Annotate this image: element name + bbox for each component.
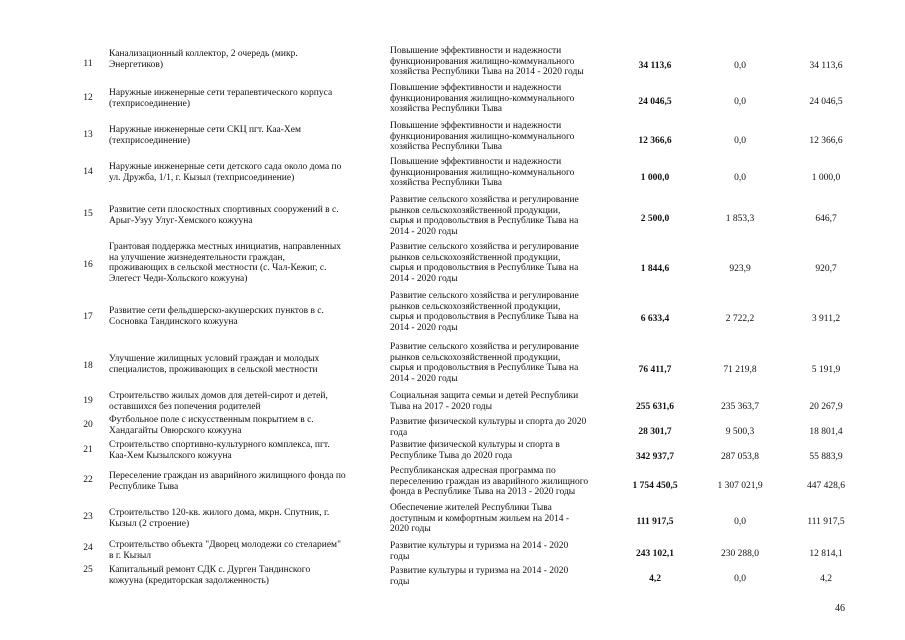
object-name: Строительство объекта "Дворец молодежи со стеларием" в г. Кызыл: [109, 540, 341, 561]
program-name: Развитие сельского хозяйства и регулирование рынков сельскохозяйственной продукции, сырья и продовольствия в Республике Тыва на 2014 - 2020 годы: [390, 195, 579, 237]
amount-2: 18 801,4: [809, 427, 843, 437]
object-name: Футбольное поле с искусственным покрытием в с. Хандагайты Овюрского кожууна: [109, 415, 314, 436]
object-name: Строительство спортивно-культурного комплекса, пгт. Каа-Хем Кызылского кожууна: [109, 440, 330, 461]
object-name: Развитие сети плоскостных спортивных сооружений в с. Арыг-Узуу Улуг-Хемского кожууна: [109, 205, 339, 226]
amount-2: 4,2: [820, 574, 832, 584]
program-name: Развитие культуры и туризма на 2014 - 2020 годы: [390, 541, 569, 562]
total-amount: 1 844,6: [640, 264, 670, 274]
object-name: Строительство 120-кв. жилого дома, мкрн. Спутник, г. Кызыл (2 строение): [109, 508, 330, 529]
row-number: 25: [83, 565, 93, 575]
total-amount: 76 411,7: [638, 365, 672, 375]
program-name: Развитие физической культуры и спорта до 2020 года: [390, 417, 587, 438]
row-number: 11: [83, 59, 93, 69]
amount-1: 230 288,0: [721, 549, 759, 559]
object-name: Капитальный ремонт СДК с. Дурген Тандинского кожууна (кредиторская задолженность): [109, 565, 311, 586]
amount-1: 0,0: [734, 97, 746, 107]
row-number: 22: [83, 475, 93, 485]
object-name: Наружные инженерные сети СКЦ пгт. Каа-Хем (техприсоединение): [109, 125, 302, 146]
amount-2: 12 814,1: [809, 549, 843, 559]
object-name: Грантовая поддержка местных инициатив, направленных на улучшение жизнедеятельности граждан, проживающих в сельской местности (с. Чал-Кежиг, с. Элегест Чеди-Хольского кожууна): [109, 242, 341, 284]
amount-1: 9 500,3: [725, 427, 755, 437]
row-number: 13: [83, 130, 93, 140]
amount-1: 0,0: [734, 136, 746, 146]
program-name: Повышение эффективности и надежности функционирования жилищно-коммунального хозяйства Республики Тыва на 2014 - 2020 годы: [390, 46, 584, 77]
amount-1: 0,0: [734, 173, 746, 183]
row-number: 19: [83, 396, 93, 406]
object-name: Улучшение жилищных условий граждан и молодых специалистов, проживающих в сельской местности: [109, 354, 320, 375]
amount-1: 1 307 021,9: [717, 481, 763, 491]
amount-2: 12 366,6: [809, 136, 843, 146]
object-name: Наружные инженерные сети детского сада около дома по ул. Дружба, 1/1, г. Кызыл (техприсоединение): [109, 162, 342, 183]
amount-1: 923,9: [729, 264, 751, 274]
amount-1: 1 853,3: [725, 214, 755, 224]
row-number: 23: [83, 512, 93, 522]
program-name: Обеспечение жителей Республики Тыва доступным и комфортным жильем на 2014 - 2020 годы: [390, 503, 569, 534]
amount-1: 235 363,7: [721, 402, 759, 412]
total-amount: 1 754 450,5: [632, 481, 678, 491]
amount-2: 34 113,6: [809, 61, 843, 71]
amount-2: 447 428,6: [807, 481, 845, 491]
program-name: Развитие сельского хозяйства и регулирование рынков сельскохозяйственной продукции, сырья и продовольствия в Республике Тыва на 2014 - 2020 годы: [390, 291, 579, 333]
row-number: 17: [83, 312, 93, 322]
program-name: Социальная защита семьи и детей Республики Тыва на 2017 - 2020 годы: [390, 391, 579, 412]
amount-2: 920,7: [815, 264, 837, 274]
amount-1: 0,0: [734, 517, 746, 527]
row-number: 20: [83, 420, 93, 430]
amount-2: 1 000,0: [811, 173, 841, 183]
amount-1: 71 219,8: [723, 365, 757, 375]
amount-2: 3 911,2: [811, 314, 841, 324]
total-amount: 28 301,7: [638, 427, 672, 437]
amount-1: 0,0: [734, 61, 746, 71]
total-amount: 24 046,5: [638, 97, 672, 107]
object-name: Развитие сети фельдшерско-акушерских пунктов в с. Сосновка Тандинского кожууна: [109, 306, 324, 327]
amount-1: 2 722,2: [725, 314, 755, 324]
total-amount: 6 633,4: [640, 314, 670, 324]
program-name: Повышение эффективности и надежности функционирования жилищно-коммунального хозяйства Республики Тыва: [390, 83, 575, 114]
row-number: 14: [83, 167, 93, 177]
object-name: Наружные инженерные сети терапевтического корпуса (техприсоединение): [109, 88, 333, 109]
program-name: Развитие физической культуры и спорта в Республике Тыва до 2020 года: [390, 440, 560, 461]
total-amount: 2 500,0: [640, 214, 670, 224]
program-name: Республиканская адресная программа по переселению граждан из аварийного жилищного фонда в Республике Тыва на 2013 - 2020 годы: [390, 466, 589, 497]
row-number: 15: [83, 209, 93, 219]
amount-2: 5 191,9: [811, 365, 841, 375]
page-number: 46: [835, 603, 845, 614]
row-number: 12: [83, 93, 93, 103]
total-amount: 34 113,6: [638, 61, 672, 71]
program-name: Развитие культуры и туризма на 2014 - 2020 годы: [390, 566, 569, 587]
total-amount: 255 631,6: [636, 402, 674, 412]
total-amount: 111 917,5: [636, 517, 674, 527]
row-number: 16: [83, 260, 93, 270]
total-amount: 243 102,1: [636, 549, 674, 559]
row-number: 18: [83, 361, 93, 371]
amount-2: 55 883,9: [809, 452, 843, 462]
row-number: 24: [83, 543, 93, 553]
object-name: Переселение граждан из аварийного жилищного фонда по Республике Тыва: [109, 471, 346, 492]
amount-2: 24 046,5: [809, 97, 843, 107]
total-amount: 1 000,0: [640, 173, 670, 183]
amount-2: 20 267,9: [809, 402, 843, 412]
object-name: Строительство жилых домов для детей-сирот и детей, оставшихся без попечения родителей: [109, 391, 328, 412]
amount-1: 0,0: [734, 574, 746, 584]
row-number: 21: [83, 445, 93, 455]
amount-1: 287 053,8: [721, 452, 759, 462]
amount-2: 111 917,5: [807, 517, 845, 527]
program-name: Развитие сельского хозяйства и регулирование рынков сельскохозяйственной продукции, сырья и продовольствия в Республике Тыва на 2014 - 2020 годы: [390, 342, 579, 384]
program-name: Повышение эффективности и надежности функционирования жилищно-коммунального хозяйства Республики Тыва: [390, 121, 575, 152]
program-name: Повышение эффективности и надежности функционирования жилищно-коммунального хозяйства Республики Тыва: [390, 157, 575, 188]
total-amount: 342 937,7: [636, 452, 674, 462]
object-name: Канализационный коллектор, 2 очередь (микр. Энергетиков): [109, 49, 298, 70]
program-name: Развитие сельского хозяйства и регулирование рынков сельскохозяйственной продукции, сырья и продовольствия в Республике Тыва на 2014 - 2020 годы: [390, 242, 579, 284]
total-amount: 4,2: [649, 574, 661, 584]
total-amount: 12 366,6: [638, 136, 672, 146]
amount-2: 646,7: [815, 214, 837, 224]
